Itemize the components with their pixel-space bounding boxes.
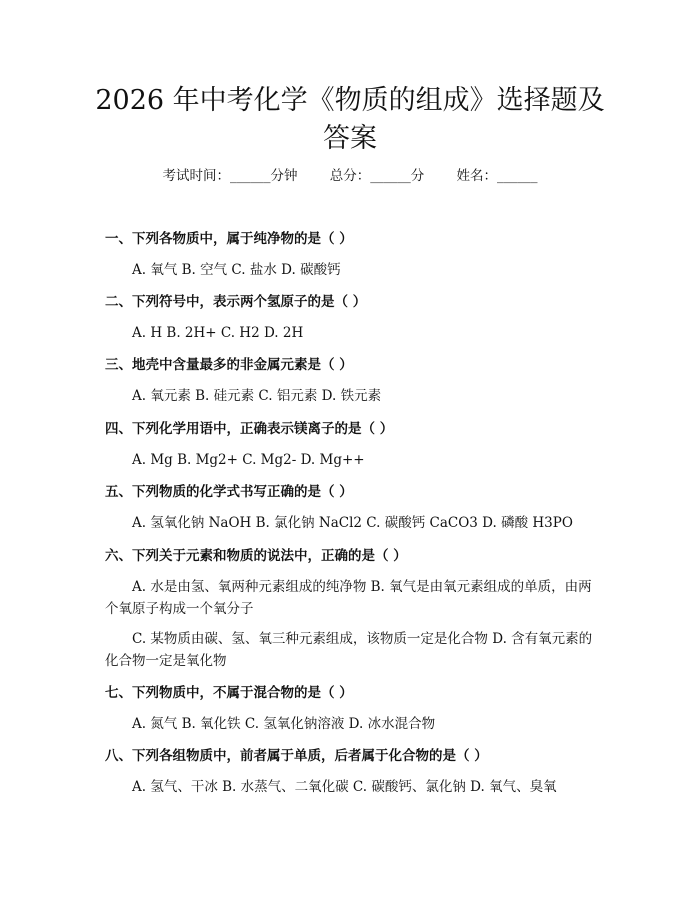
question-8-options: A. 氢气、干冰 B. 水蒸气、二氧化碳 C. 碳酸钙、氯化钠 D. 氧气、臭氧 [132, 779, 557, 795]
question-5-stem: 五、下列物质的化学式书写正确的是（ ） [105, 484, 353, 500]
question-7-options: A. 氮气 B. 氧化铁 C. 氢氧化钠溶液 D. 冰水混合物 [132, 716, 436, 732]
exam-time-field: 考试时间：______分钟 [162, 168, 298, 184]
question-6-options-ab: A. 水是由氢、氧两种元素组成的纯净物 B. 氧气是由氧元素组成的单质，由两个氧原子构成一个氧分子 [105, 579, 592, 617]
question-1-stem: 一、下列各物质中，属于纯净物的是（ ） [105, 231, 353, 247]
question-1-options: A. 氧气 B. 空气 C. 盐水 D. 碳酸钙 [132, 262, 341, 278]
question-7-stem: 七、下列物质中，不属于混合物的是（ ） [105, 685, 353, 701]
question-5-options: A. 氢氧化钠 NaOH B. 氯化钠 NaCl2 C. 碳酸钙 CaCO3 D. 磷酸 H3PO [132, 515, 573, 531]
document-title: 2026 年中考化学《物质的组成》选择题及答案 [95, 85, 605, 154]
question-8-stem: 八、下列各组物质中，前者属于单质，后者属于化合物的是（ ） [105, 748, 488, 764]
question-6-stem: 六、下列关于元素和物质的说法中，正确的是（ ） [105, 548, 407, 564]
question-4-options: A. Mg B. Mg2+ C. Mg2- D. Mg++ [132, 452, 365, 468]
question-2-stem: 二、下列符号中，表示两个氢原子的是（ ） [105, 294, 367, 310]
question-3-stem: 三、地壳中含量最多的非金属元素是（ ） [105, 357, 353, 373]
total-score-field: 总分：______分 [329, 168, 425, 184]
question-4-stem: 四、下列化学用语中，正确表示镁离子的是（ ） [105, 421, 394, 437]
student-name-field: 姓名：______ [456, 168, 538, 184]
exam-info-line [0, 166, 700, 186]
question-6-options-cd: C. 某物质由碳、氢、氧三种元素组成，该物质一定是化合物 D. 含有氧元素的化合物一定是氧化物 [105, 631, 593, 669]
question-2-options: A. H B. 2H+ C. H2 D. 2H [132, 325, 304, 341]
question-3-options: A. 氧元素 B. 硅元素 C. 铝元素 D. 铁元素 [132, 388, 382, 404]
